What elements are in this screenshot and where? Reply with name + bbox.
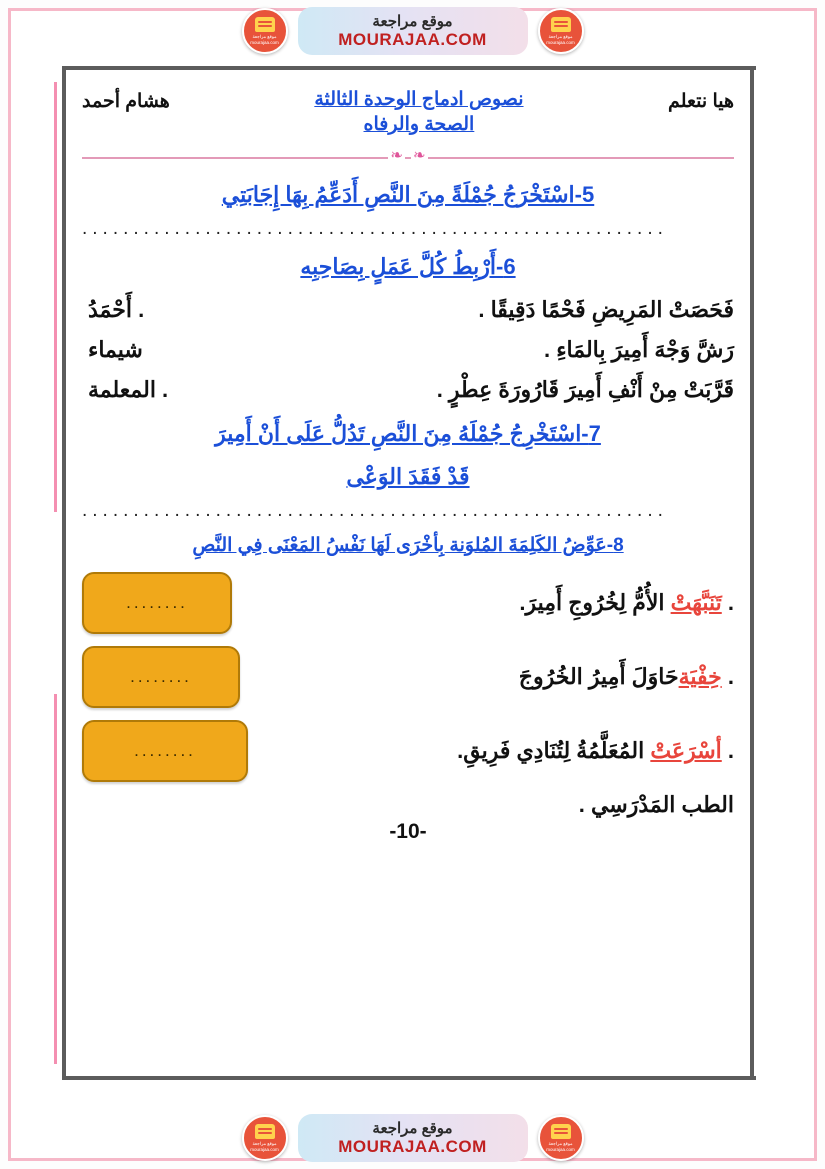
ornament-glyph-left: ❧	[413, 147, 426, 164]
fill-row-2	[82, 646, 734, 708]
frame-rule-right	[750, 66, 754, 1080]
watermark-url-bottom: MOURAJAA.COM	[338, 1136, 487, 1156]
watermark-arabic-bottom: موقع مراجعة	[372, 1119, 453, 1137]
frame-rule-left-upper	[62, 66, 66, 606]
header-author: هشام أحمد	[82, 91, 170, 112]
site-badge-icon-2	[242, 8, 288, 54]
header-title-line1: نصوص ادماج الوحدة الثالثة	[314, 89, 524, 110]
question-7-heading-line2: قَدْ فَقَدَ الوَعْى	[346, 463, 470, 489]
frame-rule-left-lower	[62, 590, 66, 1080]
fill-sentence-1-highlight: تَنَبَّهَتْ	[670, 590, 722, 616]
site-badge-text: موقع مراجعة mourajaa.com	[546, 33, 575, 45]
match-answer-2: شيماء	[88, 336, 143, 362]
worksheet-header	[82, 88, 734, 136]
ornament-glyph-right: ❧	[390, 147, 403, 164]
fill-sentence-3-rest: المُعَلَّمُةُ لِتُنَادِي فَرِيقِ.	[457, 738, 651, 764]
fill-sentence-2-rest: حَاوَلَ أَمِيرُ الخُرُوجَ	[518, 664, 679, 690]
question-5-answer-dots[interactable]: .........................................................	[82, 219, 668, 239]
site-badge-text-4: موقع مراجعة mourajaa.com	[250, 1140, 279, 1152]
fill-row-3	[82, 720, 734, 782]
fill-sentence-3-prefix: .	[721, 738, 734, 764]
site-badge-icon-4	[242, 1115, 288, 1161]
match-row[interactable]	[82, 337, 734, 363]
match-answer-3: . المعلمة	[88, 376, 169, 402]
answer-box-1[interactable]: ........	[82, 572, 232, 634]
question-7-heading-line1: 7-اسْتَخْرِجُ جُمْلَهُ مِنَ النَّصِ تَدُلُّ عَلَى أَنْ أَمِيرَ	[215, 420, 601, 446]
page-number: -10-	[389, 820, 427, 844]
question-8-heading: 8-عَوِّضُ الكَلِمَةَ المُلوَنة بِأخْرَى لَهَا نَفْسُ المَعْنَى فِي النَّصِ	[192, 534, 624, 556]
match-statement-3: قَرَّبَتْ مِنْ أَنْفِ أَمِيرَ قَارُورَةَ عِطْرٍ .	[436, 376, 734, 402]
question-7-answer-dots[interactable]: .........................................................	[82, 500, 668, 521]
worksheet-content	[82, 88, 734, 1068]
question-6-heading: 6-أَرْبِطُ كُلَّ عَمَلٍ بِصَاحِبِه	[300, 253, 516, 279]
fill-sentence-1-prefix: .	[721, 590, 734, 616]
ornament-divider	[82, 146, 734, 168]
fill-sentence-3-highlight: أسْرَعَتْ	[650, 738, 722, 764]
match-statement-1: فَحَصَتْ المَرِيضِ فَحْمًا دَقِيقًا .	[478, 296, 734, 322]
header-title-line2: الصحة والرفاه	[363, 114, 475, 135]
answer-box-3[interactable]: ........	[82, 720, 248, 782]
header-right-label: هيا نتعلم	[668, 91, 734, 112]
site-badge-text-3: موقع مراجعة mourajaa.com	[546, 1140, 575, 1152]
watermark-pill-top	[298, 7, 528, 56]
site-badge-text-2: موقع مراجعة mourajaa.com	[250, 33, 279, 45]
frame-pink-left-upper	[54, 82, 57, 512]
question-8-tail: الطب المَدْرَسِي .	[578, 792, 734, 818]
answer-box-2[interactable]: ........	[82, 646, 240, 708]
watermark-pill-bottom	[298, 1114, 528, 1163]
watermark-banner-top	[0, 0, 825, 62]
frame-pink-left-lower	[54, 694, 57, 1064]
question-5-heading: 5-اسْتَخْرَجُ جُمْلَةً مِنَ النَّصِ أَدَعِّمُ بِهَا إِجَابَتِي	[221, 182, 595, 207]
header-title	[178, 88, 660, 136]
frame-rule-top	[66, 66, 756, 70]
fill-row-1	[82, 572, 734, 634]
match-answer-1: . أَحْمَدُ	[88, 296, 145, 322]
watermark-arabic-top: موقع مراجعة	[372, 12, 453, 30]
match-row[interactable]	[82, 297, 734, 323]
worksheet-sheet	[48, 62, 768, 1084]
fill-sentence-3	[262, 735, 734, 767]
fill-sentence-2-prefix: .	[721, 664, 734, 690]
site-badge-icon	[538, 8, 584, 54]
frame-rule-bottom	[66, 1076, 756, 1080]
watermark-banner-bottom	[0, 1107, 825, 1169]
fill-sentence-1-rest: الأُمُّ لِخُرُوجِ أَمِيرَ.	[519, 590, 671, 616]
fill-sentence-2	[254, 661, 734, 693]
match-statement-2: رَشَّ وَجْهَ أَمِيرَ بِالمَاءِ .	[543, 336, 734, 362]
site-badge-icon-3	[538, 1115, 584, 1161]
fill-sentence-1	[246, 587, 734, 619]
match-row[interactable]	[82, 377, 734, 403]
watermark-url-top: MOURAJAA.COM	[338, 29, 487, 49]
fill-sentence-2-highlight: خِفْيَة	[678, 664, 722, 690]
